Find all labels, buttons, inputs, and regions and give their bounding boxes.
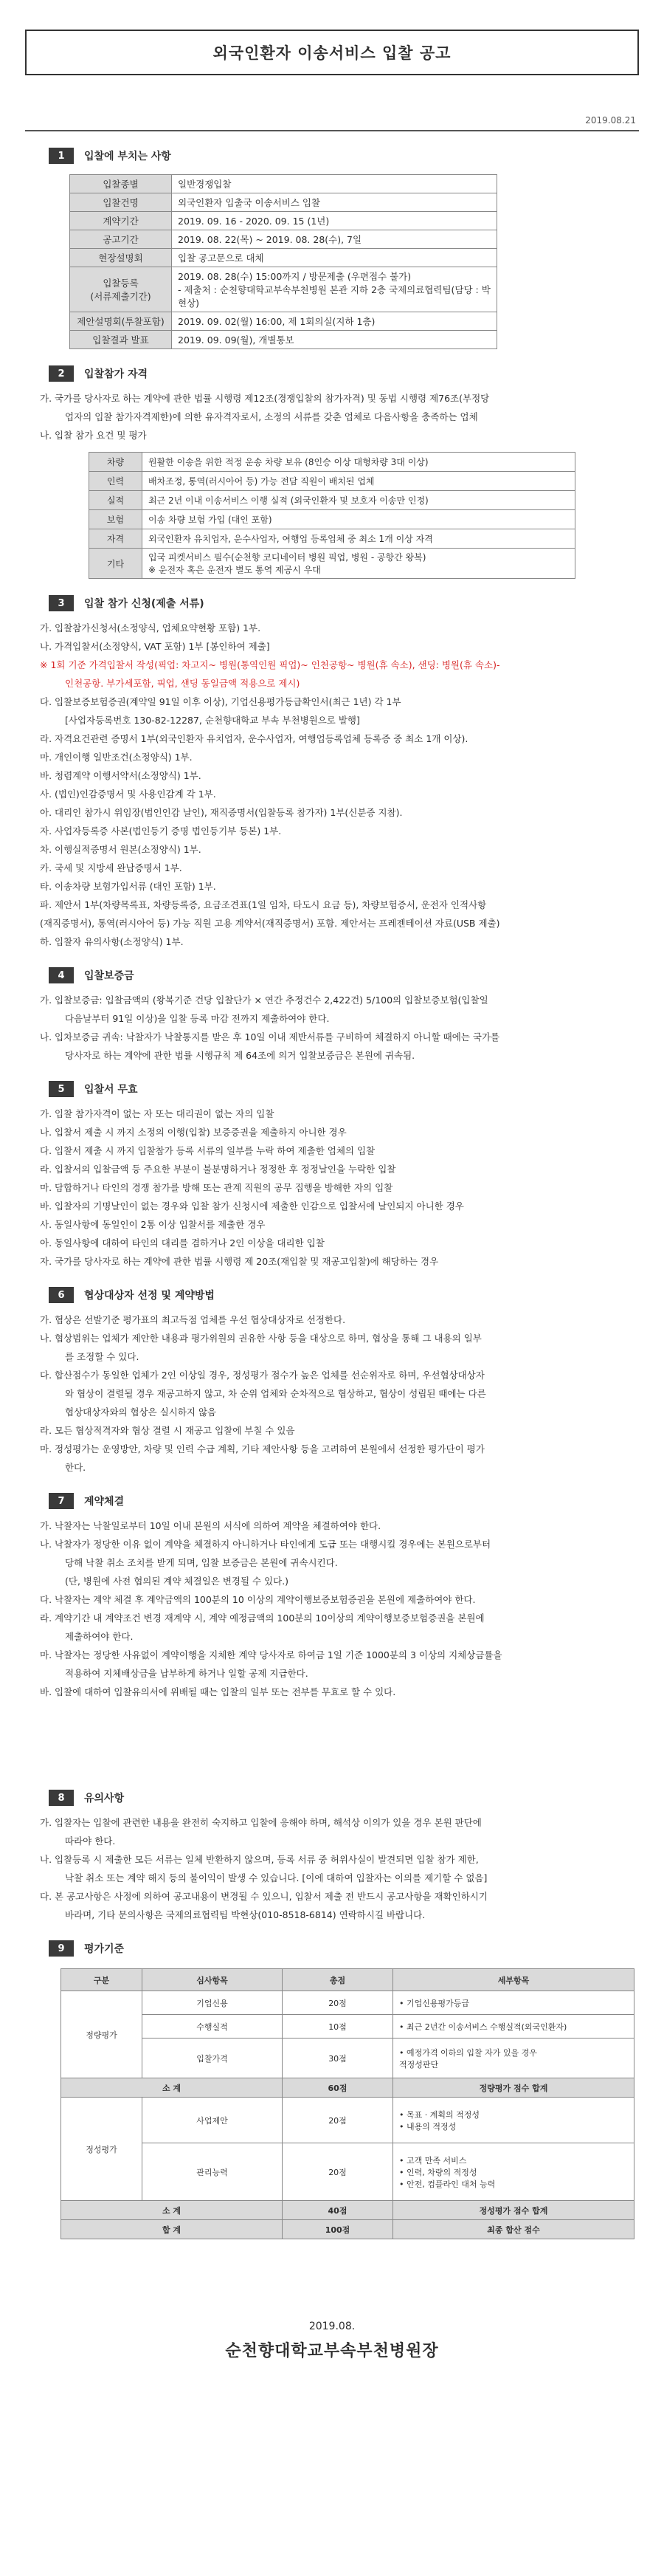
subtotal-row: 소 계 40점 정성평가 점수 합계 xyxy=(61,2201,634,2220)
list-item: 자. 국가를 당사자로 하는 계약에 관한 법률 시행령 제 20조(재입찰 및 재공고입찰)에 해당하는 경우 xyxy=(40,1256,439,1267)
list-item: 사. (법인)인감증명서 및 사용인감계 각 1부. xyxy=(40,789,216,800)
list-item: 마. 개인이행 일반조건(소정양식) 1부. xyxy=(40,752,193,763)
list-item: 따라야 한다. xyxy=(65,1835,116,1847)
section-number: 2 xyxy=(49,365,74,382)
table-row: 보험 이송 차량 보험 가입 (대인 포함) xyxy=(89,510,575,529)
list-item: 바라며, 기타 문의사항은 국제의료협력팀 박현상(010-8518-6814) 연락하시길 바랍니다. xyxy=(65,1909,426,1920)
section-4-body xyxy=(25,991,639,1065)
list-item: 아. 동일사항에 대하여 타인의 대리를 겸하거나 2인 이상을 대리한 입찰 xyxy=(40,1237,325,1248)
table-row: 입찰건명 외국인환자 입출국 이송서비스 입찰 xyxy=(70,193,497,212)
section-title: 입찰참가 자격 xyxy=(84,368,148,380)
list-item: 협상대상자와의 협상은 실시하지 않음 xyxy=(65,1407,217,1418)
footer-date: 2019.08. xyxy=(308,2321,356,2332)
list-item: (재직증명서), 통역(러시아어 등) 가능 직원 고용 계약서(재직증명서) 포함. 제안서는 프레젠테이션 자료(USB 제출) xyxy=(40,918,500,929)
list-item: 나. 입찰 참가 요건 및 평가 xyxy=(40,430,147,441)
section-3-body xyxy=(25,619,639,951)
table-row: 계약기간 2019. 09. 16 - 2020. 09. 15 (1년) xyxy=(70,212,497,230)
announcement-date: 2019.08.21 xyxy=(585,115,636,126)
section-title: 입찰서 무효 xyxy=(84,1084,138,1096)
table-row: 입찰등록 (서류제출기간) 2019. 08. 28(수) 15:00까지 / 방문제출 (우편접수 불가) - 제출처 : 순천향대학교부속부천병원 본관 지하 2층 국제의료협력팀(담당 : 박현상) xyxy=(70,267,497,312)
list-item: 사. 동일사항에 동일인이 2통 이상 입찰서를 제출한 경우 xyxy=(40,1219,266,1230)
section-1-header xyxy=(25,148,639,164)
list-item: 마. 정성평가는 운영방안, 차량 및 인력 수급 계획, 기타 제안사항 등을 고려하여 본원에서 선정한 평가단이 평가 xyxy=(40,1443,485,1454)
list-item: 바. 청렴계약 이행서약서(소정양식) 1부. xyxy=(40,770,201,781)
section-6-header xyxy=(25,1287,639,1303)
list-item: 다. 입찰서 제출 시 까지 입찰참가 등록 서류의 일부를 누락 하여 제출한 업체의 입찰 xyxy=(40,1145,376,1156)
list-item: 와 협상이 결렬될 경우 재공고하지 않고, 차 순위 업체와 순차적으로 협상하고, 협상이 성립된 때에는 다른 xyxy=(65,1388,486,1399)
list-item: 낙찰 취소 또는 계약 해지 등의 불이익이 발생 수 있습니다. [이에 대하여 입찰자는 이의를 제기할 수 없음] xyxy=(65,1872,488,1883)
list-item: 다. 본 공고사항은 사정에 의하여 공고내용이 변경될 수 있으니, 입찰서 제출 전 반드시 공고사항을 재확인하시기 xyxy=(40,1891,488,1902)
list-item: 인천공항. 부가세포함, 픽업, 샌딩 동일금액 적용으로 제시) xyxy=(65,678,300,689)
section-number: 4 xyxy=(49,967,74,983)
list-item: 라. 계약기간 내 계약조건 변경 재계약 시, 계약 예정금액의 100분의 10이상의 계약이행보증보험증권을 본원에 xyxy=(40,1612,485,1624)
table-row: 입찰종별 일반경쟁입찰 xyxy=(70,175,497,193)
list-item: 아. 대리인 참가시 위임장(법인인감 날인), 재직증명서(입찰등록 참가자) 1부(신분증 지참). xyxy=(40,807,403,818)
list-item: 당사자로 하는 계약에 관한 법률 시행규칙 제 64조에 의거 입찰보증금은 본원에 귀속됨. xyxy=(65,1050,415,1061)
table-row: 수행실적 10점 • 최근 2년간 이송서비스 수행실적(외국인환자) xyxy=(61,2015,634,2039)
total-row: 합 계 100점 최종 합산 점수 xyxy=(61,2220,634,2239)
list-item: (단, 병원에 사전 협의된 계약 체결일은 변경될 수 있다.) xyxy=(65,1576,289,1587)
list-item: 카. 국세 및 지방세 완납증명서 1부. xyxy=(40,862,182,873)
list-item: 나. 낙찰자가 정당한 이유 없이 계약을 체결하지 아니하거나 타인에게 도급 또는 대행시킬 경우에는 본원으로부터 xyxy=(40,1539,491,1550)
section-title: 협상대상자 선정 및 계약방법 xyxy=(84,1290,215,1302)
list-item: 마. 담합하거나 타인의 경쟁 참가를 방해 또는 관계 직원의 공무 집행을 방해한 자의 입찰 xyxy=(40,1182,393,1193)
list-item: 나. 협상범위는 업체가 제안한 내용과 평가위원의 권유한 사항 등을 대상으로 하며, 협상을 통해 그 내용의 일부 xyxy=(40,1333,482,1344)
bid-info-table xyxy=(69,174,497,349)
section-title: 유의사항 xyxy=(84,1793,125,1804)
table-row: 공고기간 2019. 08. 22(목) ~ 2019. 08. 28(수), 7일 xyxy=(70,230,497,249)
section-title: 평가기준 xyxy=(84,1943,125,1955)
list-item: 가. 입찰 참가자격이 없는 자 또는 대리권이 없는 자의 입찰 xyxy=(40,1108,274,1119)
section-title: 입찰에 부치는 사항 xyxy=(84,151,171,162)
table-row: 기타 입국 피켓서비스 필수(순천향 코디네이터 병원 픽업, 병원 - 공항간 왕복) ※ 운전자 혹은 운전자 별도 통역 제공시 우대 xyxy=(89,549,575,579)
list-item: 적용하여 지체배상금을 납부하게 하거나 일할 공제 지급한다. xyxy=(65,1668,308,1679)
table-header-row: 구분 심사항목 총점 세부항목 xyxy=(61,1969,634,1991)
section-number: 7 xyxy=(49,1493,74,1509)
list-item: 라. 입찰서의 입찰금액 등 주요한 부분이 불분명하거나 정정한 후 정정날인을 누락한 입찰 xyxy=(40,1164,396,1175)
section-6-body xyxy=(25,1311,639,1477)
section-5-header xyxy=(25,1081,639,1097)
list-item: 파. 제안서 1부(차량목록표, 차량등록증, 요금조견표(1일 임차, 타도시 요금 등), 차량보험증서, 운전자 인적사항 xyxy=(40,899,487,910)
section-2-body xyxy=(25,389,639,444)
list-item: 가. 협상은 선발기준 평가표의 최고득점 업체를 우선 협상대상자로 선정한다. xyxy=(40,1314,346,1325)
list-item: 라. 모든 협상적격자와 협상 결렬 시 재공고 입찰에 부칠 수 있음 xyxy=(40,1425,295,1436)
list-item: 가. 입찰참가신청서(소정양식, 업체요약현황 포함) 1부. xyxy=(40,622,261,633)
section-8-body xyxy=(25,1813,639,1924)
section-5-body xyxy=(25,1105,639,1271)
list-item: 당해 낙찰 취소 조치를 받게 되며, 입찰 보증금은 본원에 귀속시킨다. xyxy=(65,1557,338,1568)
table-row: 인력 배차조정, 통역(러시아어 등) 가능 전담 직원이 배치된 업체 xyxy=(89,472,575,491)
table-row: 자격 외국인환자 유치업자, 운수사업자, 여행업 등록업체 중 최소 1개 이상 자격 xyxy=(89,529,575,549)
list-item: 가. 입찰자는 입찰에 관련한 내용을 완전히 숙지하고 입찰에 응해야 하며, 해석상 이의가 있을 경우 본원 판단에 xyxy=(40,1817,482,1828)
subtotal-row: 소 계 60점 정량평가 점수 합계 xyxy=(61,2078,634,2098)
section-9-header xyxy=(25,1940,639,1957)
list-item: 다. 합산점수가 동일한 업체가 2인 이상일 경우, 정성평가 점수가 높은 업체를 선순위자로 하며, 우선협상대상자 xyxy=(40,1370,485,1381)
section-number: 5 xyxy=(49,1081,74,1097)
list-item: 가. 입찰보증금: 입찰금액의 (왕복기준 건당 입찰단가 × 연간 추정건수 2,422건) 5/100의 입찰보증보험(입찰일 xyxy=(40,995,488,1006)
list-item: 타. 이송차량 보험가입서류 (대인 포함) 1부. xyxy=(40,881,216,892)
list-item: 라. 자격요건관련 증명서 1부(외국인환자 유치업자, 운수사업자, 여행업등록업체 등록증 중 최소 1개 이상). xyxy=(40,733,468,744)
list-item: 를 조정할 수 있다. xyxy=(65,1351,139,1362)
list-item: 다음날부터 91일 이상)을 입찰 등록 마감 전까지 제출하여야 한다. xyxy=(65,1013,330,1024)
list-item: 바. 입찰에 대하여 입찰유의서에 위배될 때는 입찰의 일부 또는 전부를 무효로 할 수 있다. xyxy=(40,1686,396,1697)
list-item: 다. 낙찰자는 계약 체결 후 계약금액의 100분의 10 이상의 계약이행보증보험증권을 본원에 제출하여야 한다. xyxy=(40,1594,476,1605)
table-row: 입찰결과 발표 2019. 09. 09(월), 개별통보 xyxy=(70,331,497,349)
divider xyxy=(25,130,639,131)
footer-organization: 순천향대학교부속부천병원장 xyxy=(225,2342,439,2360)
table-row: 정성평가 사업제안 20점 • 목표 · 계획의 적정성 • 내용의 적정성 xyxy=(61,2098,634,2143)
list-item: 하. 입찰자 유의사항(소정양식) 1부. xyxy=(40,936,184,947)
page-title: 외국인환자 이송서비스 입찰 공고 xyxy=(212,44,452,62)
section-3-header xyxy=(25,595,639,611)
section-number: 1 xyxy=(49,148,74,164)
list-item: 나. 가격입찰서(소정양식, VAT 포함) 1부 [봉인하여 제출] xyxy=(40,641,270,652)
table-row: 차량 원활한 이송을 위한 적정 운송 차량 보유 (8인승 이상 대형차량 3대 이상) xyxy=(89,453,575,472)
list-item: 나. 입찰서 제출 시 까지 소정의 이행(입찰) 보증증권을 제출하지 아니한 경우 xyxy=(40,1127,347,1138)
list-item: 한다. xyxy=(65,1462,86,1473)
section-number: 3 xyxy=(49,595,74,611)
list-item: 자. 사업자등록증 사본(법인등기 증명 법인등기부 등본) 1부. xyxy=(40,825,282,837)
evaluation-table xyxy=(60,1968,634,2239)
title-box xyxy=(25,30,639,75)
list-item: 제출하여야 한다. xyxy=(65,1631,134,1642)
section-2-header xyxy=(25,365,639,382)
list-item: 가. 낙찰자는 낙찰일로부터 10일 이내 본원의 서식에 의하여 계약을 체결하여야 한다. xyxy=(40,1520,381,1531)
table-row: 실적 최근 2년 이내 이송서비스 이행 실적 (외국인환자 및 보호자 이송만 인정) xyxy=(89,491,575,510)
list-item: 마. 낙찰자는 정당한 사유없이 계약이행을 지체한 계약 당사자로 하여금 1일 기준 1000분의 3 이상의 지체상금률을 xyxy=(40,1649,502,1660)
table-row: 정량평가 기업신용 20점 • 기업신용평가등급 xyxy=(61,1991,634,2015)
list-item: 가. 국가를 당사자로 하는 계약에 관한 법률 시행령 제12조(경쟁입찰의 참가자격) 및 동법 시행령 제76조(부정당 xyxy=(40,393,490,404)
list-item: 업자의 입찰 참가자격제한)에 의한 유자격자로서, 소정의 서류를 갖춘 업체로 다음사항을 충족하는 업체 xyxy=(65,411,478,422)
section-title: 입찰 참가 신청(제출 서류) xyxy=(84,598,204,610)
section-number: 8 xyxy=(49,1790,74,1806)
section-7-body xyxy=(25,1517,639,1701)
list-item: 차. 이행실적증명서 원본(소정양식) 1부. xyxy=(40,844,201,855)
table-row: 제안설명회(투찰포함) 2019. 09. 02(월) 16:00, 제 1회의실(지하 1층) xyxy=(70,312,497,331)
section-4-header xyxy=(25,967,639,983)
list-item: 나. 입찰등록 시 제출한 모든 서류는 일체 반환하지 않으며, 등록 서류 중 허위사실이 발견되면 입찰 참가 제한, xyxy=(40,1854,479,1865)
table-row: 현장설명회 입찰 공고문으로 대체 xyxy=(70,249,497,267)
table-row: 입찰가격 30점 • 예정가격 이하의 입찰 자가 있을 경우 적정성판단 xyxy=(61,2039,634,2078)
section-7-header xyxy=(25,1493,639,1509)
list-item: 나. 입차보증금 귀속: 낙찰자가 낙찰통지를 받은 후 10일 이내 제반서류를 구비하여 체결하지 아니할 때에는 국가를 xyxy=(40,1031,500,1043)
list-item: 바. 입찰자의 기명날인이 없는 경우와 입찰 참가 신청시에 제출한 인감으로 입찰서에 날인되지 아니한 경우 xyxy=(40,1201,464,1212)
section-number: 9 xyxy=(49,1940,74,1957)
list-item: [사업자등록번호 130-82-12287, 순천향대학교 부속 부천병원으로 발행] xyxy=(65,715,360,726)
table-row: 관리능력 20점 • 고객 만족 서비스 • 인력, 차량의 적정성 • 안전, 컴플라인 대처 능력 xyxy=(61,2143,634,2201)
list-item: ※ 1회 기준 가격입찰서 작성(픽업: 차고지~ 병원(통역인원 픽업)~ 인천공항~ 병원(휴 속소), 샌딩: 병원(휴 속소)- xyxy=(40,659,500,670)
section-title: 계약체결 xyxy=(84,1496,125,1508)
section-8-header xyxy=(25,1790,639,1806)
section-title: 입찰보증금 xyxy=(84,970,134,982)
list-item: 다. 입찰보증보험증권(계약일 91일 이후 이상), 기업신용평가등급확인서(최근 1년) 각 1부 xyxy=(40,696,401,707)
requirements-table xyxy=(89,452,575,579)
section-number: 6 xyxy=(49,1287,74,1303)
